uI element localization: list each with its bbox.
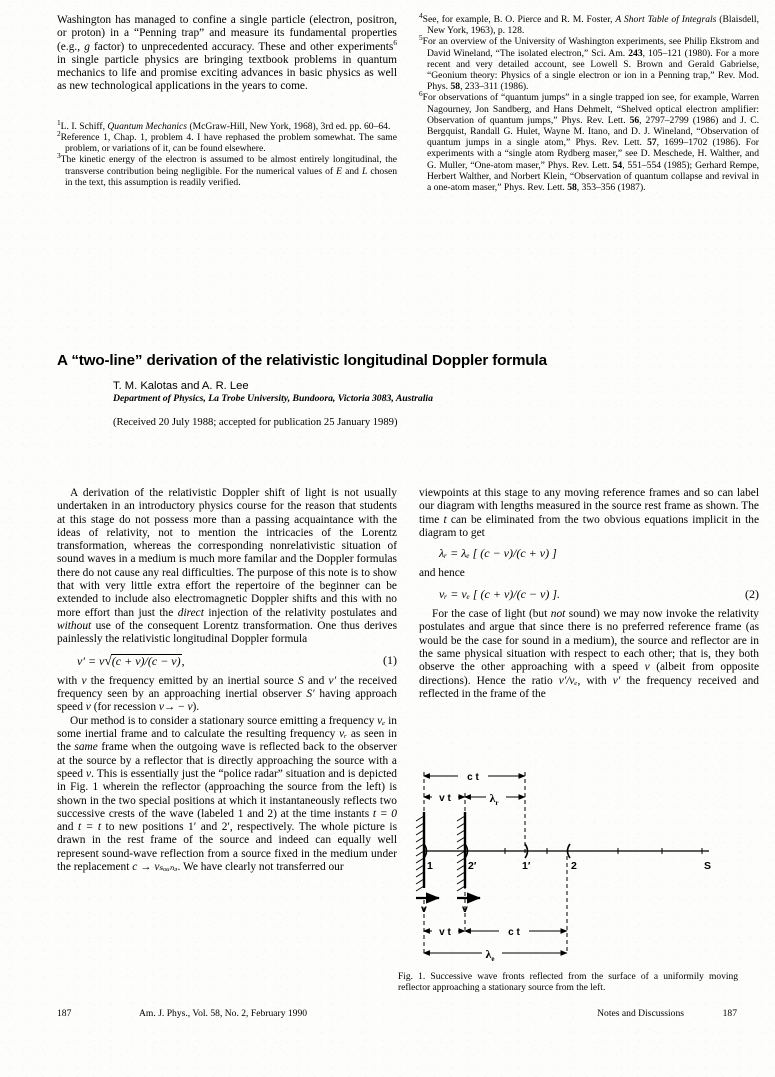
tail-text-b: factor) to unprecedented accuracy. These and other experiments (89, 40, 394, 53)
paragraph-5 (419, 608, 759, 701)
para3-text-a: Our method is to consider a stationary source emitting a frequency (70, 714, 378, 727)
para4-text-b: can be eliminated from the two obvious equations implicit in the diagram to get (419, 513, 759, 539)
dimension-lambda-e (424, 944, 567, 963)
label-ct-top: c t (467, 772, 479, 783)
label-vt-top: v t (439, 793, 451, 804)
dimension-ct-top (424, 769, 525, 783)
label-position-2prime: 2′ (468, 860, 477, 872)
para5-text-b: sound) we may now invoke the relativity postulates and argue that since there is no preferred reference frame (as would be the case for sound in a medium), the source and reflector are in the same physical situation with respect to each other; that is, they both observe the other approaching with a speed (419, 608, 759, 674)
tail-paragraph (57, 14, 397, 94)
label-ct-bottom: c t (508, 927, 520, 938)
equation-1 (57, 654, 397, 668)
tail-left-column (57, 14, 397, 193)
equation-1-trailing: , (181, 653, 185, 668)
para2-text-g: → − (163, 701, 188, 714)
folio-right: 187 (722, 1008, 737, 1019)
footnote-text: The kinetic energy of the electron is assumed to be almost entirely longitudinal, the transverse contribution being negligible. For the numerical values of (60, 154, 397, 177)
para1-text-b: injection of the relativity postulates and (203, 606, 398, 619)
footnote-text-cont: (McGraw-Hill, New York, 1968), 3rd ed. pp. 60–64. (187, 120, 391, 132)
footnote-italic-title: A Short Table of Integrals (615, 14, 717, 25)
para5-text-d: , with (577, 674, 613, 687)
right-column-text (419, 487, 759, 701)
footnote-text-mid: and (342, 165, 362, 177)
journal-citation: Am. J. Phys., Vol. 58, No. 2, February 1990 (139, 1008, 308, 1019)
footnote-number: 4 (419, 10, 423, 20)
footnotes-right (419, 10, 760, 194)
footnote-2 (57, 128, 397, 155)
body-left-column (57, 487, 397, 874)
footnote-text: Reference 1, Chap. 1, problem 4. I have rephased the problem somewhat. The same problem, or variations of it, can be found elsewhere. (60, 131, 397, 155)
volume-number: 58 (567, 182, 577, 194)
label-lambda-e: $\lambda_e$ (485, 947, 495, 963)
italic-g: g (84, 40, 90, 53)
paragraph-4 (419, 487, 759, 540)
footnote-text-2: , 2797–2799 (1986) and J. C. Bergquist, Randall G. Hulet, Wayne M. Itano, and D. J. Wineland, “Observation of quantum jumps in a single atom,” Phys. Rev. Lett. (427, 114, 760, 149)
italic-v-2: v (158, 701, 164, 714)
equation-2 (419, 588, 759, 601)
para5-text-c: (albeit from opposite directions). Hence the ratio (419, 661, 759, 687)
label-source-S: S (704, 860, 712, 872)
position-labels (427, 860, 711, 872)
sqrt-symbol: √ (104, 652, 112, 668)
footnote-text-end: chosen in the text, this assumption is readily verified. (65, 165, 397, 188)
footnote-text: For an overview of the University of Washington experiments, see Philip Ekstrom and David Wineland, “The isolated electron,” Sci. Am. (422, 36, 759, 59)
para2-text-b: the frequency emitted by an inertial source (86, 674, 298, 687)
para3-text-e: . This is essentially just the “police radar” situation and is depicted in Fig. 1 wherein the reflector (approaching the source from the left) is shown in the two special positions at which it instantaneously reflects two successive crests of the wave (labeled 1 and 2) at the time instants (57, 767, 397, 820)
footnote-text-cont: (Blaisdell, New York, 1963), p. 128. (427, 14, 759, 37)
para3-text-h: . We have clearly not transferred our (177, 861, 344, 874)
footnote-marker-6: 6 (393, 37, 397, 47)
para2-text-e: having approach speed (57, 688, 397, 714)
para3-text-g: to new positions 1′ and 2′, respectively. The whole picture is drawn in the rest frame of the source and indeed can equally well represent sound-wave reflection from a source fixed in the medium under the replacement (57, 821, 398, 874)
italic-v-speed: v (86, 767, 92, 780)
section-label: Notes and Discussions (597, 1008, 684, 1019)
footnote-6 (419, 89, 760, 194)
italic-nu-prime: ν′ (328, 674, 337, 687)
label-v-left: v (421, 903, 427, 915)
italic-L: L (361, 165, 368, 177)
footnote-1 (57, 117, 397, 132)
para3-text-c: as seen in the (57, 728, 398, 754)
volume-number: 57 (647, 137, 657, 149)
wave-axis (424, 844, 709, 858)
dimension-vt-top (424, 790, 465, 804)
footnote-number: 5 (419, 33, 423, 43)
footnote-number: 6 (419, 89, 423, 99)
paragraph-2 (57, 675, 397, 715)
label-position-1prime: 1′ (522, 860, 531, 872)
italic-E: E (336, 165, 343, 177)
inline-ratio: ν′/νₑ (558, 674, 578, 687)
received-date: (Received 20 July 1988; accepted for publication 25 January 1989) (113, 417, 398, 428)
volume-number: 56 (629, 114, 640, 126)
footnote-number: 3 (57, 151, 61, 161)
tail-right-column (419, 10, 760, 194)
footnote-text: For observations of “quantum jumps” in a single trapped ion see, for example, Warren Nagourney, Jon Sandberg, and Hans Dehmelt, “Shelved optical electron amplifier: Observation of quantum jumps,” Phys. Rev. Lett. (422, 92, 759, 126)
folio-left: 187 (57, 1008, 72, 1019)
volume-number: 54 (612, 159, 623, 171)
para5-text-a: For the case of light (but (432, 608, 551, 621)
footnote-text: L. I. Schiff, (60, 120, 108, 132)
para3-text-d: frame when the outgoing wave is reflected back to the observer at the source by a reflector that is directly approaching the source with a speed (57, 741, 397, 780)
symbol-nu-r: νᵣ (339, 728, 348, 741)
page-title: A “two-line” derivation of the relativistic longitudinal Doppler formula (57, 352, 547, 369)
italic-same: same (74, 741, 98, 754)
equation-1-number: (1) (383, 652, 397, 667)
figure-1-caption: Fig. 1. Successive wave fronts reflected from the surface of a uniformily moving reflector approaching a stationary source from the left. (398, 972, 738, 994)
para3-text-f: and (57, 821, 78, 834)
italic-S-prime: S′ (306, 688, 315, 701)
affiliation: Department of Physics, La Trobe University, Bundoora, Victoria 3083, Australia (113, 393, 433, 404)
tail-text-c: in single particle physics are bringing textbook problems in quantum mechanics to life and promise exciting advances in basic physics as well as new technological applications in the years to come. (57, 53, 397, 93)
italic-v-speed: v (644, 661, 650, 674)
footnote-text: See, for example, B. O. Pierce and R. M. Foster, (422, 14, 616, 25)
footnote-3 (57, 151, 397, 188)
label-position-1: 1 (427, 860, 433, 872)
tail-text-a: Washington has managed to confine a single particle (electron, positron, or proton) in a “Penning trap” and measure its fundamental properties (e.g., (57, 14, 397, 53)
footnote-text-5: , 353–356 (1987). (576, 182, 646, 194)
footnote-5 (419, 33, 759, 93)
footnote-italic-title: Quantum Mechanics (107, 120, 188, 132)
reflector-position-1 (416, 812, 424, 891)
para1-text-c: use of the consequent Lorentz transformation. One thus derives painlessly the relativistic longitudinal Doppler formula (57, 619, 397, 646)
label-v-right: v (462, 903, 468, 915)
paragraph-3 (57, 715, 397, 875)
volume-number: 243 (628, 47, 643, 59)
footnote-number: 2 (57, 128, 61, 138)
footnote-4 (419, 10, 759, 37)
footnote-number: 1 (57, 117, 61, 127)
label-lambda-r: $\lambda_r$ (489, 791, 499, 807)
equation-2-expression: νᵣ = νₑ [ (c + v)/(c − v) ]. (439, 586, 561, 601)
para2-text-f: (for recession (90, 701, 159, 714)
italic-S: S (297, 674, 304, 687)
italic-t: t (443, 513, 447, 526)
italic-without: without (57, 619, 92, 632)
italic-v-3: v (187, 701, 193, 714)
article-header (57, 352, 737, 428)
label-position-2: 2 (571, 860, 577, 872)
label-vt-bottom: v t (439, 927, 451, 938)
author-list: T. M. Kalotas and A. R. Lee (113, 380, 249, 392)
footnotes-left (57, 117, 397, 188)
equation-2-number: (2) (745, 586, 759, 601)
previous-article-tail (57, 10, 760, 194)
footnote-text-end: , 233–311 (1986). (460, 81, 529, 93)
para5-text-e: the frequency received and reflected in the frame of the (419, 674, 759, 700)
para2-text-c: and (303, 674, 329, 687)
velocity-arrows (416, 898, 480, 915)
italic-nu: ν (81, 674, 87, 687)
figure-1-diagram (404, 760, 736, 965)
equation-1-lhs: ν′ = ν (77, 653, 105, 668)
footnote-text-4: , 551–554 (1985); Gerhard Rempe, Herbert Walther, and Norbert Klein, “Observation of quantum collapse and revival in a one-atom maser,” Phys. Rev. Lett. (427, 159, 759, 194)
para1-text-a: A derivation of the relativistic Doppler shift of light is not usually undertaken in an introductory physics course for the reason that students at this stage do not possess more than a passing acquaintance with the ideas of relativity, not to mention the intricacies of the Lorentz transformation, whereas the corresponding nonrelativistic situation of sound waves in a medium is much more familar and the Doppler formulas there do not cause any real difficulties. The purpose of this note is to show that with very little extra effort the repertoire of the beginner can be extended to include also electromagnetic Doppler shifts and this with no more effort than just the (57, 487, 397, 619)
volume-number: 58 (450, 81, 461, 93)
footnote-text-3: , 1699–1702 (1986). For experiments with a “single atom Rydberg maser,” see D. Meschede, H. Walther, and G. Muller, “One-atom maser,” Phys. Rev. Lett. (427, 137, 759, 171)
equation-unnumbered (419, 547, 759, 560)
dimension-lambda-r (465, 789, 525, 807)
para2-text-d: the received frequency seen by an approaching inertial observer (57, 674, 397, 701)
para2-text-h: ). (192, 701, 200, 714)
para2-text-a: with (57, 674, 82, 687)
dimension-vt-bottom (424, 924, 465, 938)
inline-eq-t-t: t = t (77, 821, 102, 834)
equation-lambda-r: λᵣ = λₑ [ (c − v)/(c + v) ] (439, 546, 557, 561)
equation-1-radicand: (c + v)/(c − v) (111, 653, 181, 668)
inline-eq-t-zero: t = 0 (372, 807, 398, 820)
italic-not: not (550, 608, 566, 621)
left-column-text (57, 487, 397, 874)
para4-text-a: viewpoints at this stage to any moving reference frames and so can label our diagram with lengths measured in the source rest frame as shown. The time (419, 487, 759, 526)
and-hence-line: and hence (419, 567, 465, 580)
italic-direct: direct (177, 606, 204, 619)
paragraph-1 (57, 487, 397, 647)
italic-v: v (85, 701, 91, 714)
figure-1 (404, 760, 736, 965)
symbol-nu-e: νₑ (377, 714, 386, 727)
italic-nu-prime: ν′ (612, 674, 621, 687)
dimension-ct-bottom (465, 924, 567, 938)
para3-text-b: in some inertial frame and to calculate the resulting frequency (57, 714, 397, 741)
inline-eq-replacement: c → vₛₒᵤₙₔ (132, 861, 178, 874)
footnote-text-mid: , 105–121 (1980). For a more recent and very detailed account, see Lowell S. Brown and Gerald Gabrielse, “Geonium theory: Physics of a single electron or ion in a Penning trap,” Rev. Mod. Phys. (427, 47, 759, 93)
